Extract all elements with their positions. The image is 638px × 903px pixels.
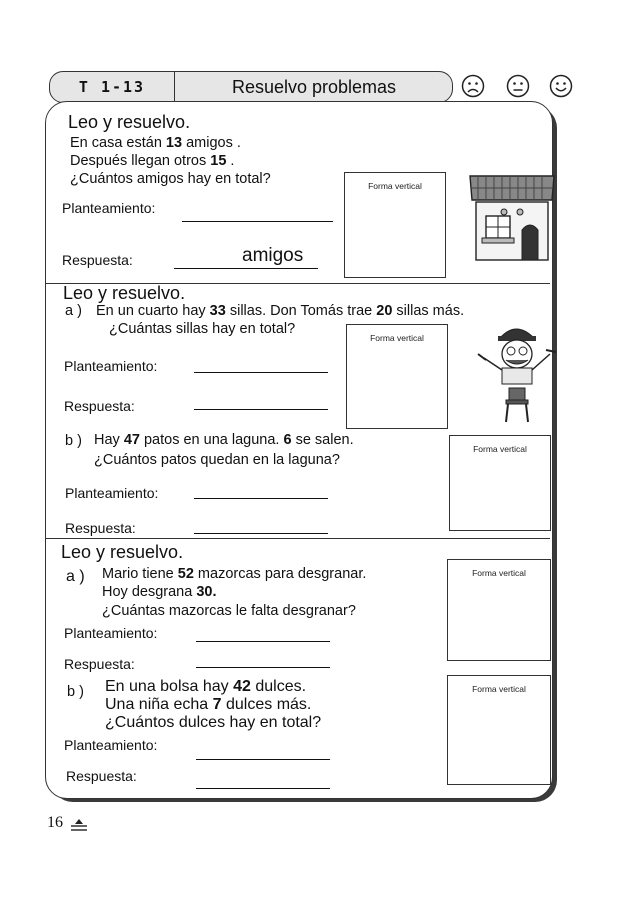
- section3a-planteamiento-label: Planteamiento:: [64, 625, 158, 641]
- section2b-respuesta-line[interactable]: [194, 533, 328, 534]
- section1-title: Leo y resuelvo.: [68, 112, 191, 132]
- section3b-planteamiento-line[interactable]: [196, 759, 330, 760]
- section1-planteamiento-label: Planteamiento:: [62, 200, 156, 216]
- section2b-planteamiento-label: Planteamiento:: [65, 485, 159, 501]
- section2b-respuesta-label: Respuesta:: [65, 520, 136, 536]
- section2a-respuesta-line[interactable]: [194, 409, 328, 410]
- section2a-line2: ¿Cuántas sillas hay en total?: [109, 321, 296, 337]
- section1-respuesta-label: Respuesta:: [62, 252, 133, 268]
- pencil-icon: [70, 818, 88, 832]
- neutral-face-icon[interactable]: [505, 73, 531, 99]
- section1-line2: Después llegan otros 15 .: [70, 153, 235, 169]
- lesson-code: T 1-13: [50, 72, 175, 102]
- vertical-label: Forma vertical: [472, 684, 526, 694]
- section2a-respuesta-label: Respuesta:: [64, 398, 135, 414]
- section3a-respuesta-label: Respuesta:: [64, 656, 135, 672]
- vertical-label: Forma vertical: [472, 568, 526, 578]
- vertical-label: Forma vertical: [368, 181, 422, 191]
- section3b-line2: Una niña echa 7 dulces más.: [105, 696, 312, 713]
- section3b-vertical-box[interactable]: [447, 675, 551, 785]
- divider-2: [46, 538, 550, 539]
- section3a-line1: Mario tiene 52 mazorcas para desgranar.: [102, 566, 367, 582]
- section1-line1: En casa están 13 amigos .: [70, 135, 241, 151]
- section2b-planteamiento-line[interactable]: [194, 498, 328, 499]
- section3b-marker: b ): [67, 684, 84, 700]
- section3b-respuesta-line[interactable]: [196, 788, 330, 789]
- section2b-line1: Hay 47 patos en una laguna. 6 se salen.: [94, 432, 354, 448]
- section1-vertical-box[interactable]: [344, 172, 446, 278]
- section3b-line1: En una bolsa hay 42 dulces.: [105, 678, 307, 695]
- section2b-marker: b ): [65, 433, 82, 449]
- section3a-planteamiento-line[interactable]: [196, 641, 330, 642]
- section3a-line2: Hoy desgrana 30.: [102, 584, 217, 600]
- section3-title: Leo y resuelvo.: [61, 542, 184, 562]
- section1-line3: ¿Cuántos amigos hay en total?: [70, 171, 271, 187]
- section2a-planteamiento-line[interactable]: [194, 372, 328, 373]
- section1-respuesta-line[interactable]: [174, 268, 318, 269]
- section3b-respuesta-label: Respuesta:: [66, 768, 137, 784]
- vertical-label: Forma vertical: [370, 333, 424, 343]
- page-number: 16: [47, 814, 63, 831]
- section2a-line1: En un cuarto hay 33 sillas. Don Tomás trae 20 sillas más.: [96, 303, 465, 319]
- section2-title: Leo y resuelvo.: [63, 283, 186, 303]
- section2a-vertical-box[interactable]: [346, 324, 448, 429]
- section2b-line2: ¿Cuántos patos quedan en la laguna?: [94, 452, 340, 468]
- lesson-title: Resuelvo problemas: [231, 77, 397, 97]
- worksheet-header: [49, 71, 453, 103]
- house-icon: [468, 172, 558, 264]
- sad-face-icon[interactable]: [460, 73, 486, 99]
- section3b-planteamiento-label: Planteamiento:: [64, 737, 158, 753]
- vertical-label: Forma vertical: [473, 444, 527, 454]
- section3a-vertical-box[interactable]: [447, 559, 551, 661]
- happy-face-icon[interactable]: [548, 73, 574, 99]
- man-with-chair-icon: [472, 322, 562, 426]
- section2a-planteamiento-label: Planteamiento:: [64, 358, 158, 374]
- section3a-respuesta-line[interactable]: [196, 667, 330, 668]
- section3a-line3: ¿Cuántas mazorcas le falta desgranar?: [102, 603, 356, 619]
- section3b-line3: ¿Cuántos dulces hay en total?: [105, 714, 322, 731]
- section2a-marker: a ): [65, 303, 82, 319]
- section3a-marker: a ): [66, 568, 85, 585]
- section2b-vertical-box[interactable]: [449, 435, 551, 531]
- section1-answer-unit: amigos: [242, 245, 304, 266]
- section1-planteamiento-line[interactable]: [182, 221, 333, 222]
